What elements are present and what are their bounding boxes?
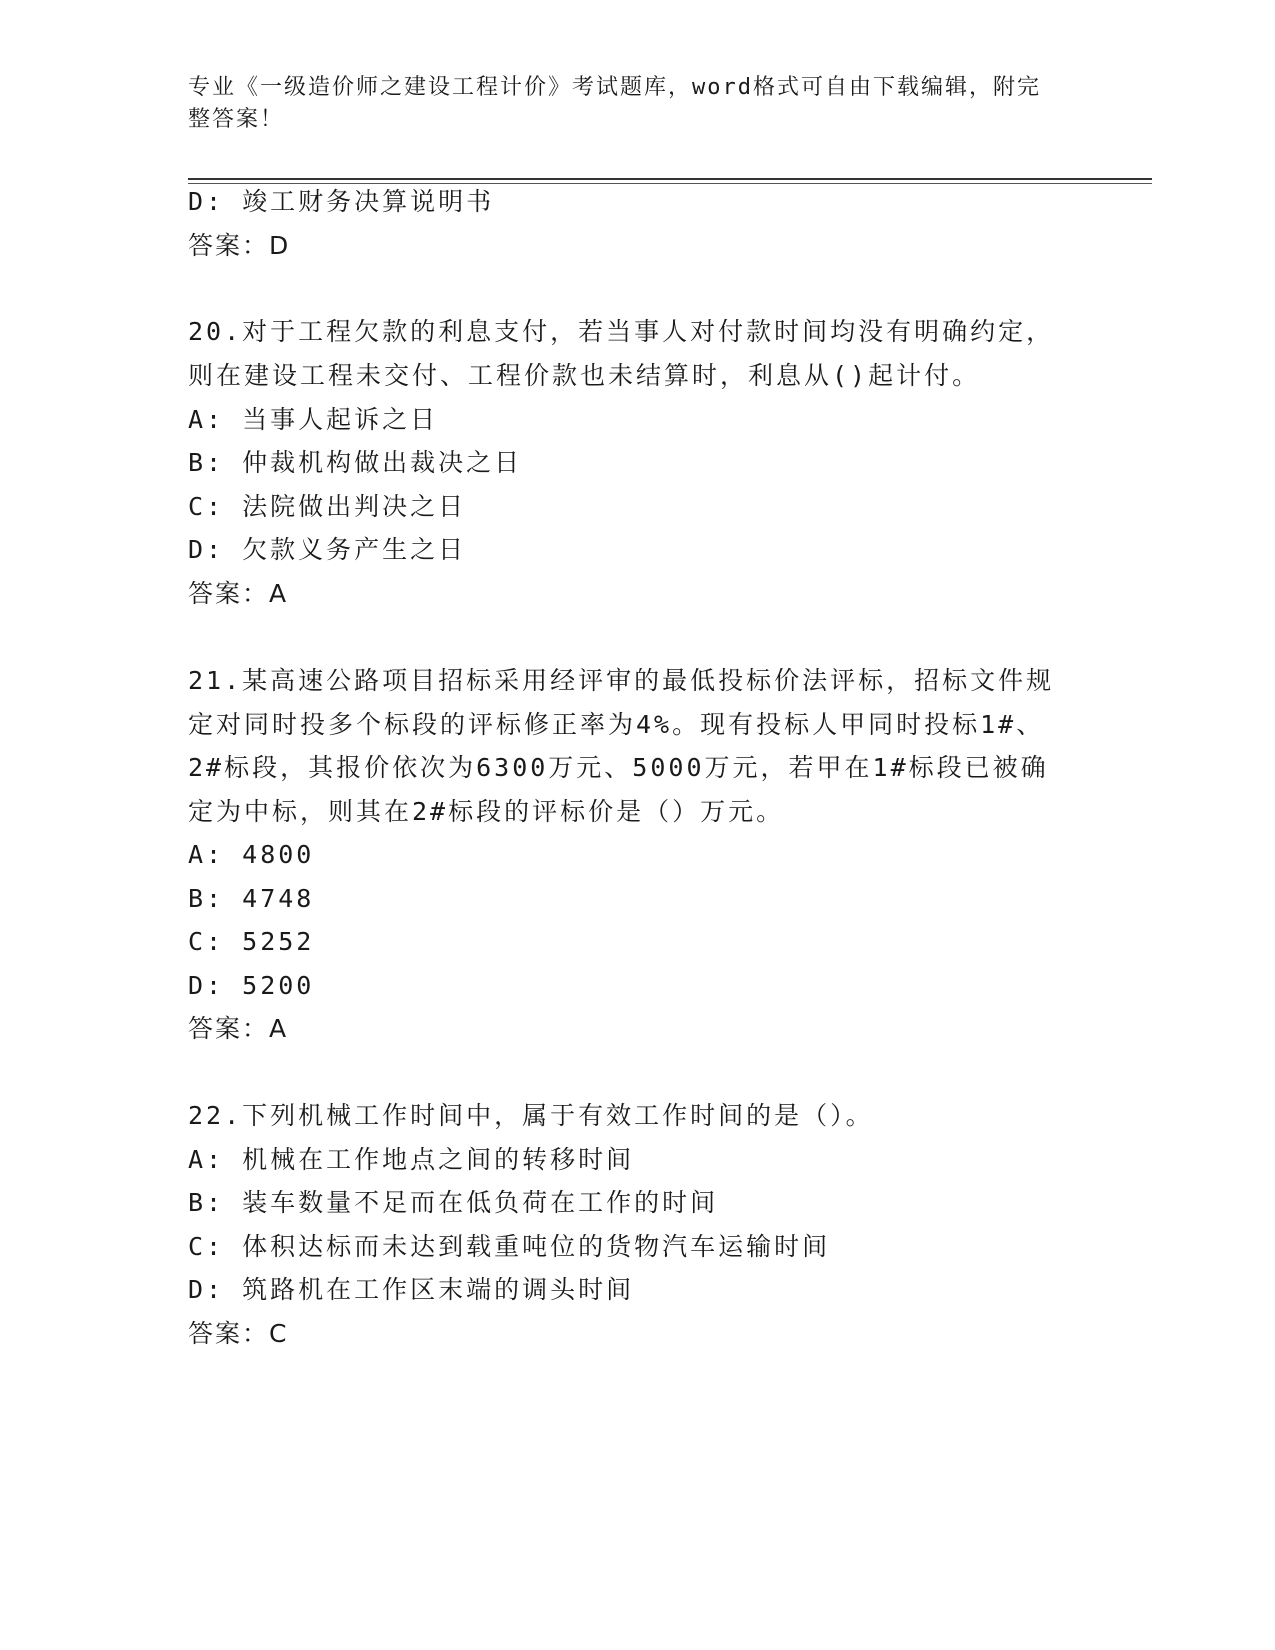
- question-stem-line: 则在建设工程未交付、工程价款也未结算时，利息从()起计付。: [188, 361, 981, 390]
- answer: 答案：A: [188, 579, 289, 608]
- option-a: A: 机械在工作地点之间的转移时间: [188, 1145, 635, 1174]
- option-a: A: 4800: [188, 840, 315, 869]
- document-header: [188, 72, 1068, 136]
- question-stem-line: 2#标段，其报价依次为6300万元、5000万元，若甲在1#标段已被确: [188, 753, 1049, 782]
- header-divider-thick: [188, 178, 1152, 180]
- option-b: B: 4748: [188, 884, 315, 913]
- header-divider-thin: [188, 183, 1152, 184]
- option-a: A: 当事人起诉之日: [188, 405, 439, 434]
- question-stem-line: 21.某高速公路项目招标采用经评审的最低投标价法评标，招标文件规: [188, 666, 1055, 695]
- header-line-1: 专业《一级造价师之建设工程计价》考试题库，word格式可自由下载编辑，附完: [188, 75, 1041, 100]
- prev-answer: 答案：D: [188, 231, 291, 260]
- question-stem-line: 20.对于工程欠款的利息支付，若当事人对付款时间均没有明确约定，: [188, 317, 1055, 346]
- option-d: D: 5200: [188, 971, 315, 1000]
- option-c: C: 法院做出判决之日: [188, 492, 467, 521]
- answer: 答案：C: [188, 1319, 289, 1348]
- option-b: B: 装车数量不足而在低负荷在工作的时间: [188, 1188, 719, 1217]
- option-c: C: 5252: [188, 927, 315, 956]
- header-line-2: 整答案！: [188, 107, 285, 132]
- question-stem-line: 定对同时投多个标段的评标修正率为4%。现有投标人甲同时投标1#、: [188, 710, 1045, 739]
- question-stem-line: 定为中标，则其在2#标段的评标价是（）万元。: [188, 797, 785, 826]
- option-d: D: 欠款义务产生之日: [188, 535, 467, 564]
- option-c: C: 体积达标而未达到载重吨位的货物汽车运输时间: [188, 1232, 831, 1261]
- option-d: D: 筑路机在工作区末端的调头时间: [188, 1275, 635, 1304]
- answer: 答案：A: [188, 1014, 289, 1043]
- option-b: B: 仲裁机构做出裁决之日: [188, 448, 523, 477]
- prev-option-d: D: 竣工财务决算说明书: [188, 187, 495, 216]
- question-stem-line: 22.下列机械工作时间中，属于有效工作时间的是（）。: [188, 1101, 874, 1130]
